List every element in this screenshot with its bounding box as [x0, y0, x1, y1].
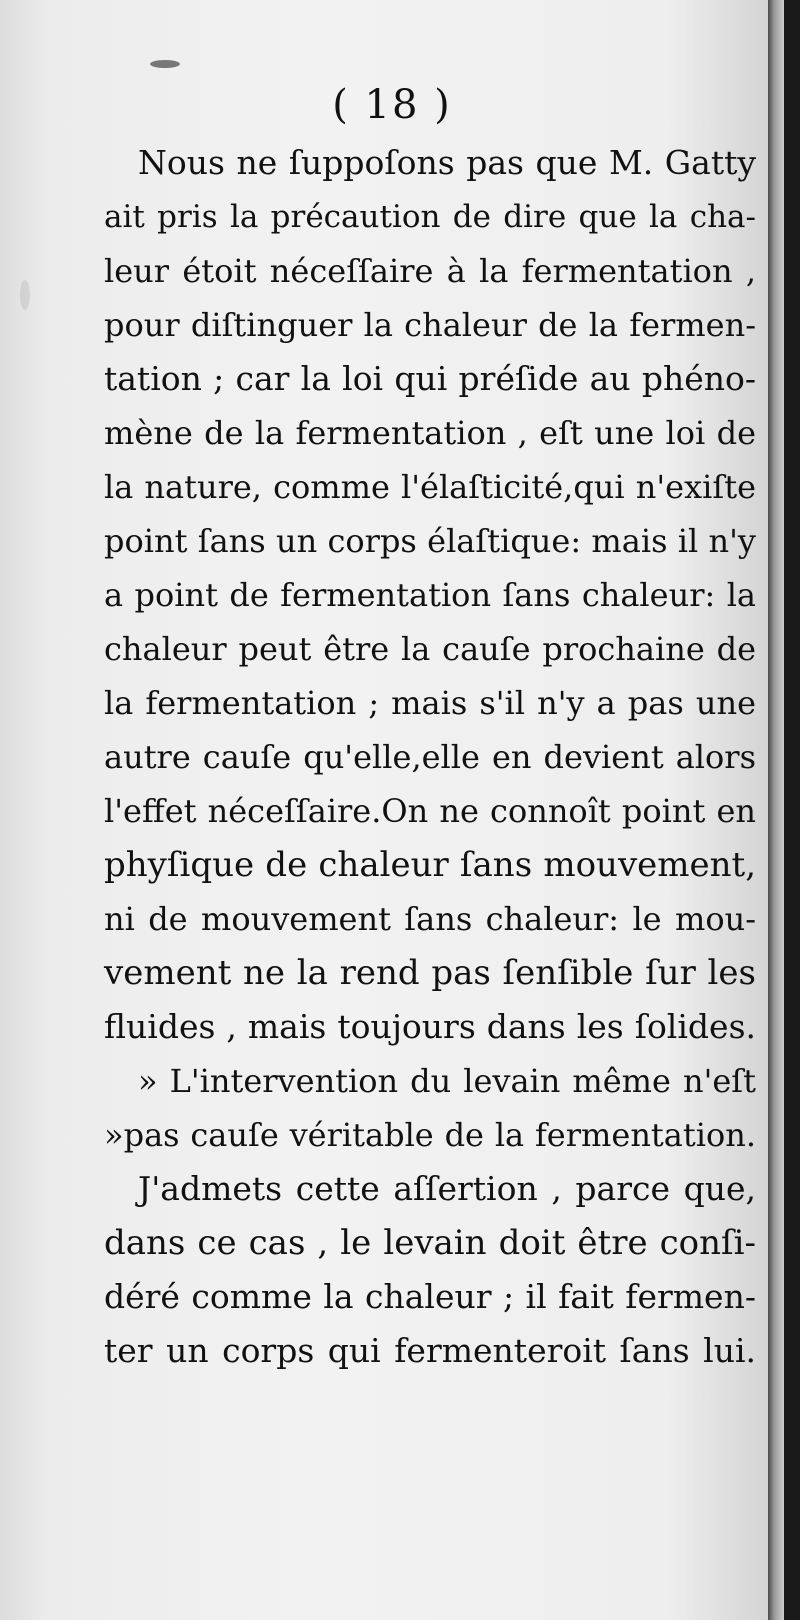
text-line: autre cauſe qu'elle,elle en devient alors: [104, 738, 756, 776]
text-line: ter un corps qui fermenteroit ſans lui.: [104, 1331, 756, 1370]
text-line: leur étoit néceſſaire à la fermentation ,: [104, 252, 756, 290]
text-line: déré comme la chaleur ; il fait fermen-: [104, 1277, 756, 1316]
text-line: J'admets cette aſſertion , parce que,: [138, 1169, 756, 1208]
text-line: a point de fermentation ſans chaleur: la: [104, 576, 756, 614]
text-line: la nature, comme l'élaſticité,qui n'exiſte: [104, 468, 756, 506]
text-line: vement ne la rend pas ſenſible ſur les: [104, 953, 756, 993]
text-line: dans ce cas , le levain doit être conſi-: [104, 1223, 756, 1263]
text-line: »pas cauſe véritable de la fermentation.: [104, 1116, 756, 1154]
text-line: Nous ne ſuppoſons pas que M. Gatty: [138, 143, 756, 182]
text-line: phyſique de chaleur ſans mouvement,: [104, 845, 756, 885]
text-line: » L'intervention du levain même n'eſt: [138, 1062, 756, 1100]
text-line: fluides , mais toujours dans les ſolides.: [104, 1007, 756, 1046]
text-line: l'effet néceſſaire.On ne connoît point en: [104, 792, 756, 830]
text-line: chaleur peut être la cauſe prochaine de: [104, 630, 756, 668]
page-number: ( 18 ): [332, 82, 452, 128]
text-line: pour diſtinguer la chaleur de la fermen-: [104, 306, 756, 344]
paper-stain: [20, 280, 30, 310]
body-text: [104, 136, 756, 1378]
text-line: point ſans un corps élaſtique: mais il n'y: [104, 522, 756, 560]
paper-stain: [150, 60, 180, 68]
text-line: ait pris la précaution de dire que la cha-: [104, 199, 756, 235]
page-edge-shadow: [768, 0, 784, 1620]
text-line: tation ; car la loi qui préſide au phéno-: [104, 359, 756, 398]
text-line: la fermentation ; mais s'il n'y a pas une: [104, 684, 756, 722]
text-line: ni de mouvement ſans chaleur: le mou-: [104, 900, 756, 938]
text-line: mène de la fermentation , eſt une loi de: [104, 414, 756, 452]
